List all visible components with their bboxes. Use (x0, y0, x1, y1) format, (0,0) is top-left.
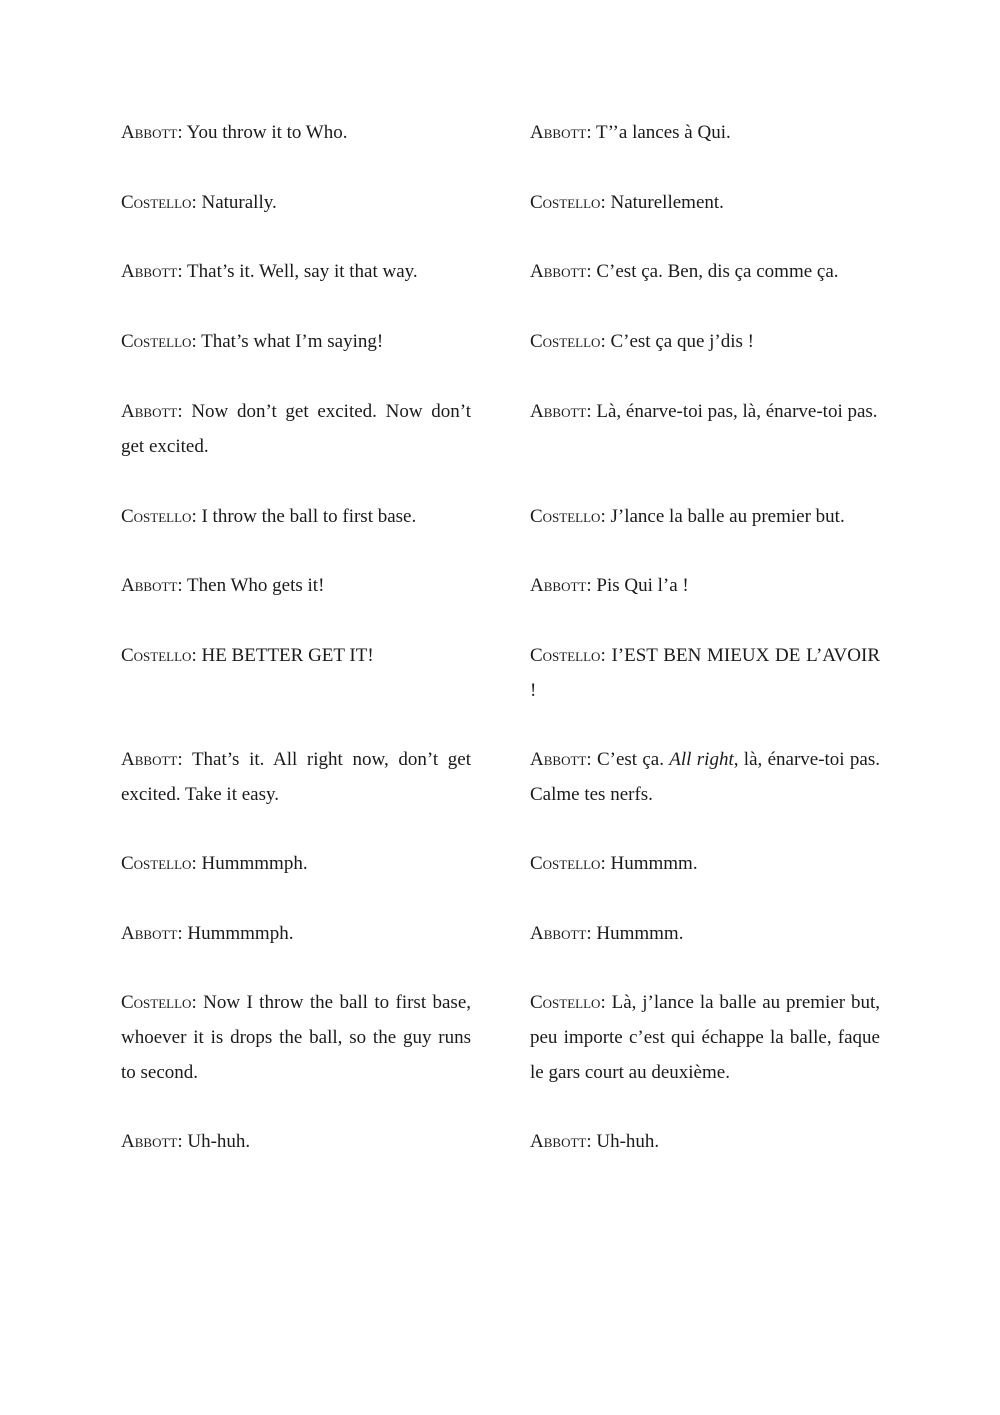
french-line-5: Abbott: Là, énarve-toi pas, là, énarve-toi pas. (530, 401, 878, 422)
english-line-3: Abbott: That’s it. Well, say it that way. (121, 261, 418, 282)
english-line-7: Abbott: Then Who gets it! (121, 575, 325, 596)
speaker-name: Abbott (121, 749, 178, 770)
english-line-5: Abbott: Now don’t get excited. Now don’t get excited. (121, 401, 472, 457)
line-text: I throw the ball to first base. (201, 506, 417, 527)
line-text: Uh-huh. (596, 1131, 660, 1152)
english-line-8: Costello: HE BETTER GET IT! (121, 645, 374, 666)
line-text: Hummmm. (610, 853, 698, 874)
line-text: Là, j’lance la balle au premier but, peu importe c’est qui échappe la balle, faque le gars court au deuxième. (530, 992, 880, 1083)
english-line-1: Abbott: You throw it to Who. (121, 122, 348, 143)
line-text: That’s it. Well, say it that way. (187, 261, 418, 282)
line-text-after: , là, énarve-toi pas. Calme tes nerfs. (530, 749, 880, 805)
french-line-10: Costello: Hummmm. (530, 853, 698, 874)
speaker-name: Costello (121, 331, 192, 352)
english-line-2: Costello: Naturally. (121, 192, 277, 213)
english-line-10: Costello: Hummmmph. (121, 853, 308, 874)
line-text: That’s it. All right now, don’t get excited. Take it easy. (121, 749, 471, 805)
french-line-12: Costello: Là, j’lance la balle au premier but, peu importe c’est qui échappe la balle, faque le gars court au deuxième. (530, 992, 880, 1083)
line-text: C’est ça que j’dis ! (610, 331, 754, 352)
speaker-name: Costello (121, 645, 192, 666)
speaker-name: Abbott (121, 261, 178, 282)
line-text: Hummmmph. (201, 853, 308, 874)
english-line-9: Abbott: That’s it. All right now, don’t get excited. Take it easy. (121, 749, 471, 805)
speaker-name: Costello (121, 506, 192, 527)
line-text: Then Who gets it! (187, 575, 325, 596)
french-line-1: Abbott: T’’a lances à Qui. (530, 122, 731, 143)
english-column (121, 0, 471, 1415)
line-text: Now don’t get excited. Now don’t get excited. (121, 401, 472, 457)
english-line-12: Costello: Now I throw the ball to first base, whoever it is drops the ball, so the guy runs to second. (121, 992, 471, 1083)
speaker-name: Costello (530, 992, 601, 1013)
speaker-name: Abbott (530, 749, 587, 770)
english-line-6: Costello: I throw the ball to first base. (121, 506, 417, 527)
line-text: Uh-huh. (187, 1131, 251, 1152)
french-line-4: Costello: C’est ça que j’dis ! (530, 331, 754, 352)
french-line-2: Costello: Naturellement. (530, 192, 724, 213)
speaker-name: Costello (530, 331, 601, 352)
speaker-name: Abbott (121, 1131, 178, 1152)
speaker-name: Abbott (121, 122, 178, 143)
speaker-name: Abbott (121, 575, 178, 596)
speaker-name: Abbott (530, 401, 587, 422)
line-text: HE BETTER GET IT! (201, 645, 374, 666)
line-text: Là, énarve-toi pas, là, énarve-toi pas. (596, 401, 878, 422)
speaker-name: Abbott (530, 923, 587, 944)
speaker-name: Costello (121, 853, 192, 874)
line-text-before: C’est ça. (596, 749, 670, 770)
line-text: Naturally. (201, 192, 277, 213)
line-text: I’EST BEN MIEUX DE L’AVOIR ! (530, 645, 880, 701)
line-text: Pis Qui l’a ! (596, 575, 689, 596)
line-text: C’est ça. Ben, dis ça comme ça. (596, 261, 839, 282)
french-line-6: Costello: J’lance la balle au premier but. (530, 506, 845, 527)
line-text: Hummmmph. (187, 923, 294, 944)
line-text: Now I throw the ball to first base, whoever it is drops the ball, so the guy runs to second. (121, 992, 471, 1083)
line-text: J’lance la balle au premier but. (610, 506, 845, 527)
french-line-8: Costello: I’EST BEN MIEUX DE L’AVOIR ! (530, 645, 880, 701)
speaker-name: Abbott (121, 923, 178, 944)
speaker-name: Costello (530, 645, 601, 666)
french-line-13: Abbott: Uh-huh. (530, 1131, 660, 1152)
english-line-13: Abbott: Uh-huh. (121, 1131, 251, 1152)
speaker-name: Abbott (530, 122, 587, 143)
speaker-name: Costello (530, 853, 601, 874)
italic-phrase: All right (669, 749, 734, 770)
line-text: T’’a lances à Qui. (596, 122, 731, 143)
speaker-name: Abbott (530, 575, 587, 596)
line-text: Naturellement. (610, 192, 724, 213)
speaker-name: Costello (530, 192, 601, 213)
speaker-name: Costello (121, 192, 192, 213)
speaker-name: Abbott (121, 401, 178, 422)
line-text: You throw it to Who. (186, 122, 348, 143)
speaker-name: Abbott (530, 1131, 587, 1152)
french-column (530, 0, 880, 1415)
line-text: That’s what I’m saying! (201, 331, 384, 352)
line-text: Hummmm. (596, 923, 684, 944)
english-line-4: Costello: That’s what I’m saying! (121, 331, 384, 352)
speaker-name: Costello (530, 506, 601, 527)
french-line-11: Abbott: Hummmm. (530, 923, 684, 944)
speaker-name: Costello (121, 992, 192, 1013)
english-line-11: Abbott: Hummmmph. (121, 923, 294, 944)
french-line-3: Abbott: C’est ça. Ben, dis ça comme ça. (530, 261, 839, 282)
french-line-9: Abbott: C’est ça. All right, là, énarve-toi pas. Calme tes nerfs. (530, 749, 880, 805)
speaker-name: Abbott (530, 261, 587, 282)
french-line-7: Abbott: Pis Qui l’a ! (530, 575, 689, 596)
